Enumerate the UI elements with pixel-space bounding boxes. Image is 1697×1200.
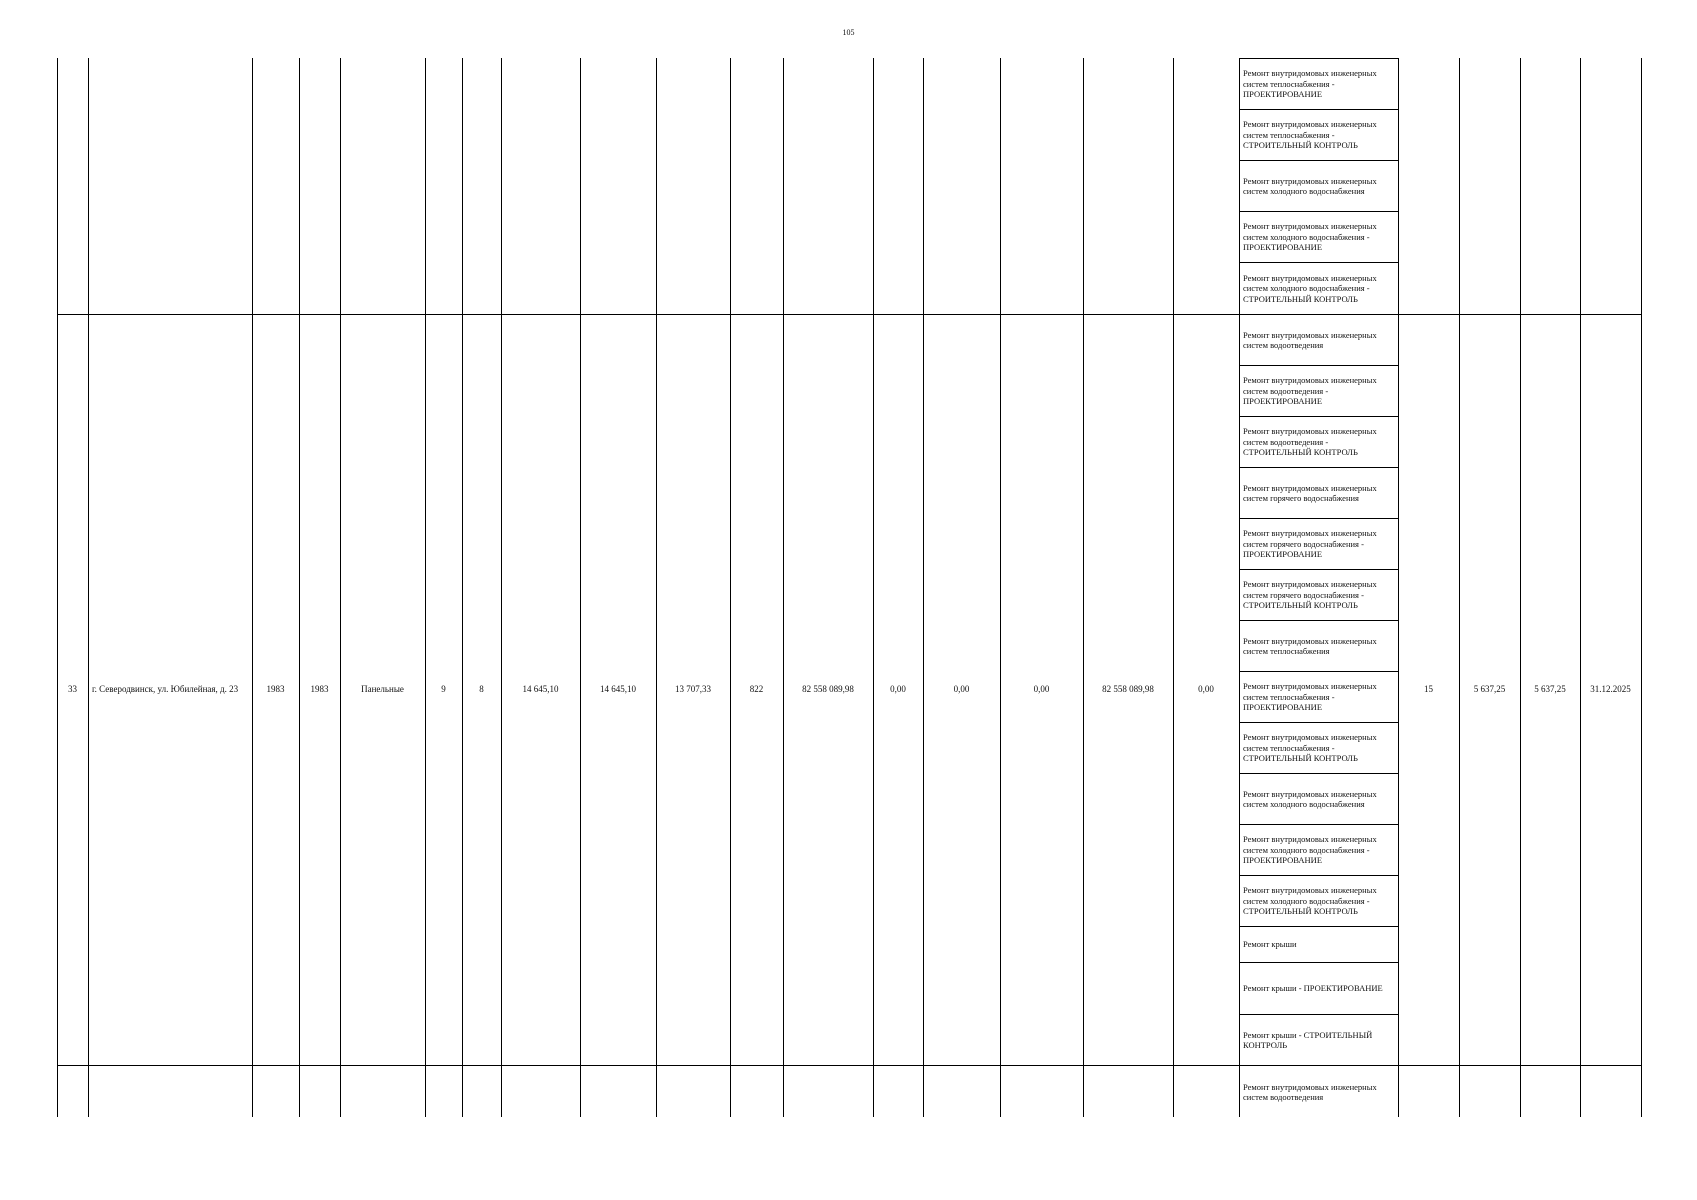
work-item: Ремонт внутридомовых инженерных систем холодного водоснабжения - ПРОЕКТИРОВАНИЕ: [1240, 212, 1398, 263]
work-item: Ремонт крыши: [1240, 927, 1398, 963]
column-divider: [1520, 58, 1521, 1117]
column-divider: [425, 58, 426, 1117]
year-commissioned: 1983: [310, 684, 329, 694]
work-item: Ремонт внутридомовых инженерных систем теплоснабжения - СТРОИТЕЛЬНЫЙ КОНТРОЛЬ: [1240, 723, 1398, 774]
column-divider: [462, 58, 463, 1117]
total-cost: 82 558 089,98: [802, 684, 854, 694]
regional-funds: 0,00: [953, 684, 970, 694]
column-divider: [1580, 58, 1581, 1117]
work-item: Ремонт внутридомовых инженерных систем холодного водоснабжения - СТРОИТЕЛЬНЫЙ КОНТРОЛЬ: [1240, 876, 1398, 927]
work-item: Ремонт внутридомовых инженерных систем водоотведения - ПРОЕКТИРОВАНИЕ: [1240, 366, 1398, 417]
column-divider: [57, 58, 58, 1117]
work-item: Ремонт внутридомовых инженерных систем водоотведения: [1243, 1081, 1377, 1102]
row-separator: [57, 314, 1642, 315]
row-number: 33: [68, 684, 77, 694]
work-item: Ремонт внутридомовых инженерных систем холодного водоснабжения: [1240, 774, 1398, 825]
column-divider: [783, 58, 784, 1117]
column-divider: [1641, 58, 1642, 1117]
column-divider: [923, 58, 924, 1117]
wall-material: Панельные: [361, 684, 404, 694]
column-divider: [340, 58, 341, 1117]
year-built: 1983: [266, 684, 285, 694]
work-item: Ремонт внутридомовых инженерных систем горячего водоснабжения - СТРОИТЕЛЬНЫЙ КОНТРОЛЬ: [1240, 570, 1398, 621]
address: г. Северодвинск, ул. Юбилейная, д. 23: [92, 684, 239, 694]
floors: 9: [441, 684, 446, 694]
work-item: Ремонт внутридомовых инженерных систем горячего водоснабжения: [1240, 468, 1398, 519]
owners-funds: 82 558 089,98: [1102, 684, 1154, 694]
column-divider: [1083, 58, 1084, 1117]
federal-funds: 0,00: [890, 684, 906, 694]
work-item: Ремонт внутридомовых инженерных систем водоотведения: [1240, 315, 1398, 366]
work-item: Ремонт внутридомовых инженерных систем холодного водоснабжения: [1240, 161, 1398, 212]
column-divider: [656, 58, 657, 1117]
unit-cost: 5 637,25: [1473, 684, 1506, 694]
total-area: 14 645,10: [522, 684, 559, 694]
work-item: Ремонт крыши - ПРОЕКТИРОВАНИЕ: [1240, 963, 1398, 1015]
column-divider: [1000, 58, 1001, 1117]
column-divider: [1459, 58, 1460, 1117]
local-funds: 0,00: [1033, 684, 1050, 694]
work-item: Ремонт внутридомовых инженерных систем горячего водоснабжения - ПРОЕКТИРОВАНИЕ: [1240, 519, 1398, 570]
work-item: Ремонт внутридомовых инженерных систем водоотведения - СТРОИТЕЛЬНЫЙ КОНТРОЛЬ: [1240, 417, 1398, 468]
column-divider: [252, 58, 253, 1117]
entrances: 8: [479, 684, 484, 694]
column-divider: [1173, 58, 1174, 1117]
living-area: 14 645,10: [600, 684, 636, 694]
work-item: Ремонт внутридомовых инженерных систем теплоснабжения: [1240, 621, 1398, 672]
deadline: 31.12.2025: [1590, 684, 1631, 694]
page-number: 105: [842, 28, 855, 37]
column-divider: [88, 58, 89, 1117]
works-list-bottom: [1239, 1065, 1399, 1117]
works-list-top: [1239, 58, 1399, 315]
row-separator: [57, 1065, 1642, 1066]
column-divider: [873, 58, 874, 1117]
column-divider: [580, 58, 581, 1117]
column-divider: [299, 58, 300, 1117]
work-item: Ремонт внутридомовых инженерных систем холодного водоснабжения - ПРОЕКТИРОВАНИЕ: [1240, 825, 1398, 876]
residential-area: 13 707,33: [675, 684, 711, 694]
column-divider: [730, 58, 731, 1117]
residents: 822: [749, 684, 764, 694]
works-list-row-33: [1239, 314, 1399, 1066]
work-item: Ремонт внутридомовых инженерных систем теплоснабжения - СТРОИТЕЛЬНЫЙ КОНТРОЛЬ: [1240, 110, 1398, 161]
max-unit-cost: 5 637,25: [1534, 684, 1566, 694]
work-item: Ремонт внутридомовых инженерных систем теплоснабжения - ПРОЕКТИРОВАНИЕ: [1240, 672, 1398, 723]
works-count: 15: [1424, 684, 1433, 694]
work-item: Ремонт крыши - СТРОИТЕЛЬНЫЙ КОНТРОЛЬ: [1243, 1029, 1373, 1050]
other-funds: 0,00: [1198, 684, 1214, 694]
work-item: Ремонт внутридомовых инженерных систем теплоснабжения - ПРОЕКТИРОВАНИЕ: [1240, 59, 1398, 110]
column-divider: [501, 58, 502, 1117]
work-item: Ремонт внутридомовых инженерных систем холодного водоснабжения - СТРОИТЕЛЬНЫЙ КОНТРОЛЬ: [1243, 272, 1377, 304]
